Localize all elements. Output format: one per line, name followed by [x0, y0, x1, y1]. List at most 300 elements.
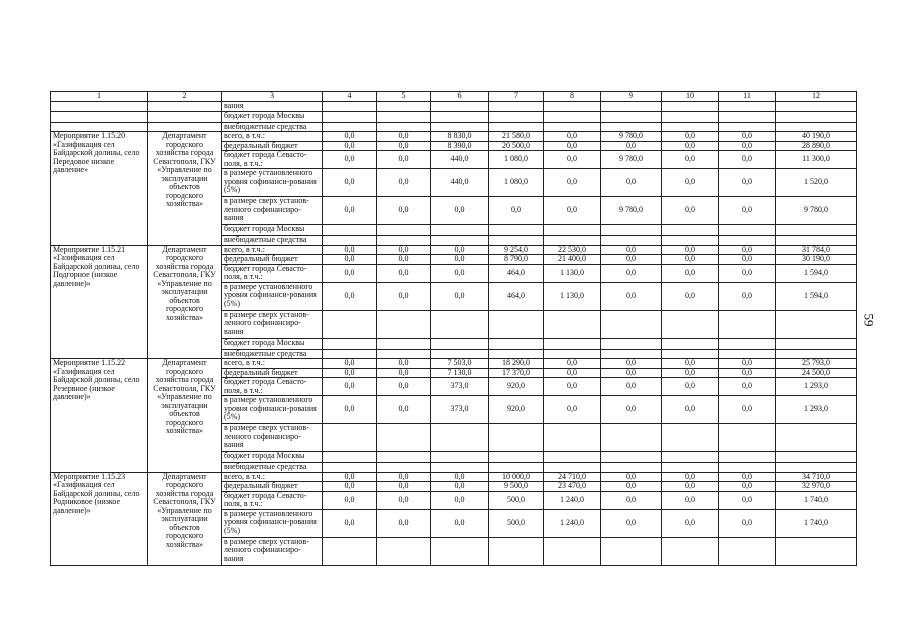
value-cell	[323, 452, 377, 463]
value-cell: 0,0	[719, 141, 776, 151]
value-cell: 920,0	[489, 378, 544, 396]
value-cell	[601, 537, 662, 565]
measure-name: Мероприятие 1.15.21 «Газификация сел Байдарской долины, село Подгорное (низкое давление)»	[51, 245, 148, 359]
value-cell: 9 780,0	[601, 197, 662, 225]
value-cell: 0,0	[377, 509, 431, 537]
value-cell	[323, 225, 377, 236]
source-label: бюджет города Москвы	[222, 338, 323, 349]
value-cell: 24 500,0	[776, 368, 857, 378]
value-cell	[662, 236, 719, 246]
value-cell: 0,0	[323, 368, 377, 378]
table-row	[51, 102, 857, 112]
value-cell: 0,0	[377, 245, 431, 255]
value-cell	[489, 122, 544, 132]
value-cell: 9 780,0	[601, 132, 662, 142]
value-cell	[489, 111, 544, 122]
value-cell: 0,0	[377, 396, 431, 424]
value-cell: 0,0	[601, 245, 662, 255]
source-label: в размере установленного уровня софинанси-рования (5%)	[222, 282, 323, 310]
value-cell	[323, 102, 377, 112]
value-cell: 0,0	[377, 264, 431, 282]
measure-name: Мероприятие 1.15.23 «Газификация сел Байдарской долины, село Родниковое (низкое давление)»	[51, 472, 148, 565]
value-cell: 1 130,0	[544, 264, 601, 282]
source-label: всего, в т.ч.:	[222, 245, 323, 255]
source-label: внебюджетные средства	[222, 349, 323, 359]
value-cell: 0,0	[323, 245, 377, 255]
value-cell: 0,0	[662, 482, 719, 492]
value-cell	[489, 225, 544, 236]
value-cell	[431, 102, 489, 112]
value-cell: 0,0	[662, 255, 719, 265]
value-cell: 1 080,0	[489, 169, 544, 197]
value-cell	[601, 338, 662, 349]
value-cell	[662, 225, 719, 236]
value-cell	[544, 310, 601, 338]
value-cell: 0,0	[323, 482, 377, 492]
source-label: всего, в т.ч.:	[222, 359, 323, 369]
value-cell: 0,0	[431, 282, 489, 310]
value-cell: 0,0	[719, 169, 776, 197]
value-cell: 0,0	[662, 245, 719, 255]
value-cell: 0,0	[323, 491, 377, 509]
value-cell	[719, 424, 776, 452]
source-label: бюджет города Севасто-поля, в т.ч.:	[222, 491, 323, 509]
empty-cell	[51, 111, 148, 122]
value-cell	[776, 463, 857, 473]
header-cell: 5	[377, 92, 431, 102]
table-row	[51, 111, 857, 122]
value-cell	[544, 338, 601, 349]
value-cell: 0,0	[601, 491, 662, 509]
value-cell: 9 500,0	[489, 482, 544, 492]
value-cell: 7 503,0	[431, 359, 489, 369]
header-cell: 4	[323, 92, 377, 102]
measure-name: Мероприятие 1.15.22 «Газификация сел Байдарской долины, село Резервное (низкое давление)»	[51, 359, 148, 473]
value-cell: 0,0	[601, 264, 662, 282]
value-cell: 0,0	[544, 396, 601, 424]
page-number: 59	[861, 313, 877, 327]
source-label: внебюджетные средства	[222, 463, 323, 473]
value-cell	[377, 236, 431, 246]
value-cell	[662, 111, 719, 122]
value-cell: 0,0	[601, 396, 662, 424]
value-cell	[489, 349, 544, 359]
value-cell: 1 240,0	[544, 491, 601, 509]
source-label: в размере установленного уровня софинанси-рования (5%)	[222, 509, 323, 537]
value-cell	[601, 424, 662, 452]
value-cell	[377, 424, 431, 452]
header-cell: 1	[51, 92, 148, 102]
value-cell: 1 594,0	[776, 264, 857, 282]
value-cell: 0,0	[601, 282, 662, 310]
value-cell: 40 190,0	[776, 132, 857, 142]
empty-cell	[51, 122, 148, 132]
value-cell: 0,0	[323, 396, 377, 424]
value-cell	[544, 537, 601, 565]
header-cell: 6	[431, 92, 489, 102]
value-cell: 1 740,0	[776, 509, 857, 537]
value-cell: 0,0	[544, 132, 601, 142]
value-cell	[544, 463, 601, 473]
value-cell	[719, 310, 776, 338]
source-label: бюджет города Москвы	[222, 111, 323, 122]
value-cell: 0,0	[662, 509, 719, 537]
value-cell: 0,0	[377, 197, 431, 225]
responsible-organization: Департамент городского хозяйства города Севастополя, ГКУ «Управление по эксплуатации объектов городского хозяйства»	[148, 472, 222, 565]
source-label: федеральный бюджет	[222, 368, 323, 378]
value-cell	[601, 122, 662, 132]
value-cell	[323, 424, 377, 452]
value-cell	[544, 225, 601, 236]
value-cell	[601, 349, 662, 359]
value-cell: 500,0	[489, 509, 544, 537]
value-cell	[662, 463, 719, 473]
value-cell: 22 530,0	[544, 245, 601, 255]
value-cell	[776, 236, 857, 246]
value-cell: 9 254,0	[489, 245, 544, 255]
value-cell: 0,0	[662, 141, 719, 151]
source-label: федеральный бюджет	[222, 482, 323, 492]
value-cell	[489, 102, 544, 112]
value-cell: 0,0	[601, 359, 662, 369]
value-cell: 0,0	[377, 282, 431, 310]
value-cell: 0,0	[719, 396, 776, 424]
value-cell	[489, 236, 544, 246]
value-cell: 1 293,0	[776, 396, 857, 424]
value-cell	[431, 452, 489, 463]
value-cell: 440,0	[431, 169, 489, 197]
source-label: в размере установленного уровня софинанси-рования (5%)	[222, 396, 323, 424]
value-cell	[323, 236, 377, 246]
value-cell: 0,0	[323, 197, 377, 225]
value-cell: 0,0	[544, 197, 601, 225]
value-cell	[377, 111, 431, 122]
value-cell: 500,0	[489, 491, 544, 509]
value-cell	[719, 122, 776, 132]
value-cell: 0,0	[601, 472, 662, 482]
value-cell: 8 790,0	[489, 255, 544, 265]
value-cell: 0,0	[377, 132, 431, 142]
value-cell: 0,0	[601, 255, 662, 265]
value-cell: 0,0	[719, 491, 776, 509]
value-cell	[719, 111, 776, 122]
value-cell: 373,0	[431, 378, 489, 396]
value-cell: 1 293,0	[776, 378, 857, 396]
value-cell: 0,0	[431, 245, 489, 255]
value-cell	[431, 424, 489, 452]
value-cell	[601, 102, 662, 112]
value-cell: 0,0	[323, 151, 377, 169]
value-cell	[323, 349, 377, 359]
value-cell	[544, 349, 601, 359]
header-cell: 11	[719, 92, 776, 102]
value-cell: 32 970,0	[776, 482, 857, 492]
value-cell	[431, 111, 489, 122]
value-cell: 21 580,0	[489, 132, 544, 142]
responsible-organization: Департамент городского хозяйства города Севастополя, ГКУ «Управление по эксплуатации объектов городского хозяйства»	[148, 245, 222, 359]
value-cell: 0,0	[431, 482, 489, 492]
source-label: бюджет города Севасто-поля, в т.ч.:	[222, 264, 323, 282]
value-cell	[776, 349, 857, 359]
value-cell	[377, 338, 431, 349]
value-cell: 0,0	[662, 396, 719, 424]
source-label: бюджет города Москвы	[222, 225, 323, 236]
document-page	[50, 91, 856, 566]
funding-table	[50, 91, 857, 566]
source-label: в размере сверх установ-ленного софинансиро-вания	[222, 197, 323, 225]
value-cell: 0,0	[719, 197, 776, 225]
value-cell	[601, 225, 662, 236]
value-cell	[776, 537, 857, 565]
value-cell: 28 890,0	[776, 141, 857, 151]
value-cell: 464,0	[489, 282, 544, 310]
header-cell: 8	[544, 92, 601, 102]
value-cell	[776, 225, 857, 236]
value-cell	[489, 463, 544, 473]
value-cell: 1 130,0	[544, 282, 601, 310]
value-cell	[719, 102, 776, 112]
value-cell: 0,0	[719, 255, 776, 265]
value-cell: 0,0	[431, 255, 489, 265]
value-cell	[719, 236, 776, 246]
source-label: вания	[222, 102, 323, 112]
value-cell	[662, 338, 719, 349]
value-cell	[431, 225, 489, 236]
table-row	[51, 359, 857, 369]
value-cell: 0,0	[544, 141, 601, 151]
value-cell: 0,0	[544, 169, 601, 197]
value-cell	[377, 463, 431, 473]
value-cell: 0,0	[601, 141, 662, 151]
empty-cell	[148, 111, 222, 122]
value-cell: 0,0	[377, 482, 431, 492]
value-cell: 11 300,0	[776, 151, 857, 169]
value-cell	[323, 463, 377, 473]
value-cell	[662, 122, 719, 132]
value-cell: 0,0	[662, 197, 719, 225]
value-cell	[776, 102, 857, 112]
responsible-organization: Департамент городского хозяйства города Севастополя, ГКУ «Управление по эксплуатации объектов городского хозяйства»	[148, 132, 222, 246]
value-cell: 0,0	[377, 368, 431, 378]
source-label: бюджет города Москвы	[222, 452, 323, 463]
value-cell: 0,0	[431, 491, 489, 509]
value-cell	[431, 122, 489, 132]
value-cell: 0,0	[377, 472, 431, 482]
value-cell: 9 780,0	[601, 151, 662, 169]
value-cell	[544, 111, 601, 122]
header-cell: 2	[148, 92, 222, 102]
value-cell: 373,0	[431, 396, 489, 424]
value-cell: 1 080,0	[489, 151, 544, 169]
value-cell: 0,0	[601, 378, 662, 396]
value-cell: 0,0	[601, 368, 662, 378]
value-cell: 0,0	[544, 359, 601, 369]
value-cell	[601, 452, 662, 463]
value-cell: 21 400,0	[544, 255, 601, 265]
source-label: в размере сверх установ-ленного софинансиро-вания	[222, 310, 323, 338]
source-label: бюджет города Севасто-поля, в т.ч.:	[222, 378, 323, 396]
value-cell: 25 793,0	[776, 359, 857, 369]
responsible-organization: Департамент городского хозяйства города Севастополя, ГКУ «Управление по эксплуатации объектов городского хозяйства»	[148, 359, 222, 473]
value-cell: 23 470,0	[544, 482, 601, 492]
value-cell	[431, 310, 489, 338]
value-cell: 0,0	[719, 151, 776, 169]
value-cell: 0,0	[662, 151, 719, 169]
value-cell: 0,0	[323, 378, 377, 396]
value-cell: 0,0	[489, 197, 544, 225]
empty-cell	[148, 102, 222, 112]
value-cell	[323, 537, 377, 565]
value-cell	[489, 424, 544, 452]
value-cell: 20 500,0	[489, 141, 544, 151]
value-cell	[377, 122, 431, 132]
header-cell: 9	[601, 92, 662, 102]
source-label: федеральный бюджет	[222, 255, 323, 265]
header-cell: 12	[776, 92, 857, 102]
value-cell: 0,0	[662, 378, 719, 396]
value-cell	[662, 424, 719, 452]
value-cell: 0,0	[719, 482, 776, 492]
value-cell: 7 130,0	[431, 368, 489, 378]
value-cell: 0,0	[323, 282, 377, 310]
value-cell: 0,0	[323, 264, 377, 282]
value-cell: 1 594,0	[776, 282, 857, 310]
table-row	[51, 472, 857, 482]
source-label: в размере установленного уровня софинанси-рования (5%)	[222, 169, 323, 197]
value-cell: 0,0	[323, 255, 377, 265]
value-cell: 0,0	[662, 132, 719, 142]
measure-name: Мероприятие 1.15.20 «Газификация сел Байдарской долины, село Передовое низкое давление»	[51, 132, 148, 246]
value-cell: 0,0	[601, 509, 662, 537]
source-label: бюджет города Севасто-поля, в т.ч.:	[222, 151, 323, 169]
value-cell	[489, 310, 544, 338]
value-cell	[662, 349, 719, 359]
header-cell: 10	[662, 92, 719, 102]
value-cell: 0,0	[323, 359, 377, 369]
value-cell	[601, 236, 662, 246]
value-cell	[544, 122, 601, 132]
value-cell: 0,0	[323, 132, 377, 142]
value-cell	[377, 102, 431, 112]
value-cell: 0,0	[377, 255, 431, 265]
value-cell	[719, 463, 776, 473]
value-cell: 0,0	[323, 472, 377, 482]
value-cell: 9 780,0	[776, 197, 857, 225]
value-cell: 0,0	[719, 132, 776, 142]
value-cell	[489, 537, 544, 565]
value-cell: 1 520,0	[776, 169, 857, 197]
source-label: федеральный бюджет	[222, 141, 323, 151]
value-cell: 0,0	[377, 491, 431, 509]
value-cell: 0,0	[601, 482, 662, 492]
value-cell	[719, 225, 776, 236]
value-cell	[662, 452, 719, 463]
value-cell: 0,0	[719, 264, 776, 282]
value-cell	[431, 349, 489, 359]
source-label: всего, в т.ч.:	[222, 132, 323, 142]
value-cell	[544, 424, 601, 452]
value-cell: 34 710,0	[776, 472, 857, 482]
table-row	[51, 245, 857, 255]
source-label: в размере сверх установ-ленного софинансиро-вания	[222, 537, 323, 565]
empty-cell	[51, 102, 148, 112]
value-cell	[662, 310, 719, 338]
value-cell	[431, 537, 489, 565]
value-cell: 464,0	[489, 264, 544, 282]
value-cell: 0,0	[377, 151, 431, 169]
value-cell: 0,0	[719, 509, 776, 537]
value-cell	[489, 338, 544, 349]
value-cell	[776, 338, 857, 349]
value-cell	[544, 452, 601, 463]
value-cell: 0,0	[719, 368, 776, 378]
value-cell	[323, 310, 377, 338]
value-cell: 8 830,0	[431, 132, 489, 142]
value-cell: 31 784,0	[776, 245, 857, 255]
value-cell: 0,0	[662, 472, 719, 482]
value-cell	[544, 236, 601, 246]
value-cell: 0,0	[662, 264, 719, 282]
table-body	[51, 92, 857, 566]
header-cell: 7	[489, 92, 544, 102]
value-cell	[377, 349, 431, 359]
header-row	[51, 92, 857, 102]
value-cell: 0,0	[601, 169, 662, 197]
value-cell: 0,0	[719, 472, 776, 482]
table-row	[51, 122, 857, 132]
source-label: внебюджетные средства	[222, 236, 323, 246]
value-cell	[776, 424, 857, 452]
value-cell: 24 710,0	[544, 472, 601, 482]
value-cell: 1 740,0	[776, 491, 857, 509]
value-cell	[377, 225, 431, 236]
value-cell	[776, 310, 857, 338]
value-cell: 0,0	[377, 359, 431, 369]
value-cell: 0,0	[719, 245, 776, 255]
value-cell	[323, 122, 377, 132]
value-cell: 0,0	[431, 472, 489, 482]
value-cell	[662, 537, 719, 565]
value-cell: 0,0	[544, 151, 601, 169]
source-label: в размере сверх установ-ленного софинансиро-вания	[222, 424, 323, 452]
value-cell: 18 290,0	[489, 359, 544, 369]
value-cell: 0,0	[719, 378, 776, 396]
value-cell	[719, 338, 776, 349]
value-cell	[719, 537, 776, 565]
source-label: внебюджетные средства	[222, 122, 323, 132]
value-cell	[323, 111, 377, 122]
value-cell: 0,0	[323, 141, 377, 151]
empty-cell	[148, 122, 222, 132]
value-cell: 0,0	[431, 197, 489, 225]
source-label: всего, в т.ч.:	[222, 472, 323, 482]
value-cell: 0,0	[662, 491, 719, 509]
value-cell	[489, 452, 544, 463]
value-cell	[377, 537, 431, 565]
value-cell	[776, 122, 857, 132]
value-cell: 0,0	[544, 378, 601, 396]
value-cell: 0,0	[544, 368, 601, 378]
value-cell	[377, 452, 431, 463]
value-cell: 0,0	[662, 359, 719, 369]
value-cell	[323, 338, 377, 349]
value-cell: 0,0	[377, 141, 431, 151]
value-cell: 0,0	[323, 509, 377, 537]
value-cell: 0,0	[323, 169, 377, 197]
value-cell: 0,0	[662, 169, 719, 197]
value-cell	[601, 111, 662, 122]
value-cell	[719, 349, 776, 359]
